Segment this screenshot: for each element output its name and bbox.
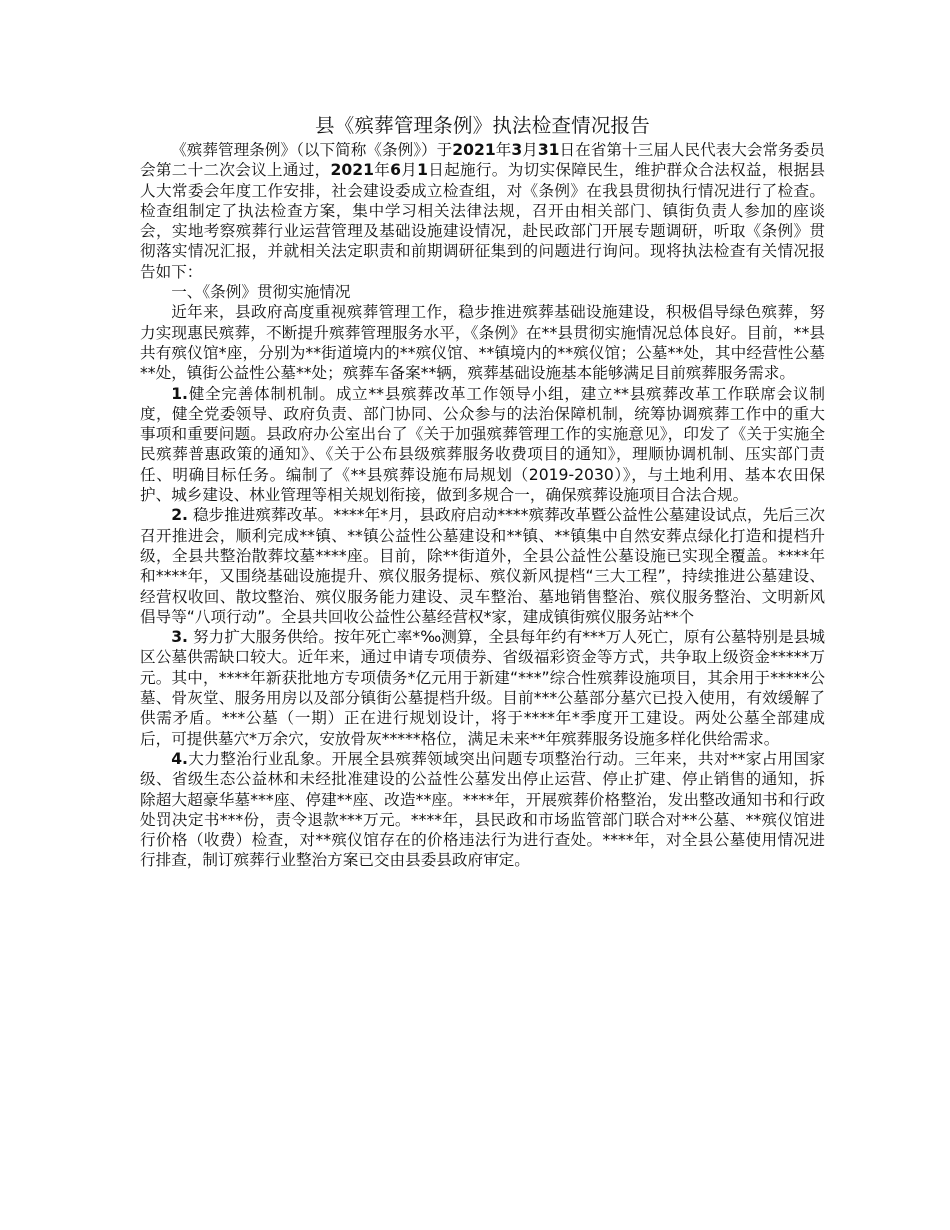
- item-1-paragraph: 1.健全完善体制机制。成立**县殡葬改革工作领导小组，建立**县殡葬改革工作联席会议制度，健全党委领导、政府负责、部门协同、公众参与的法治保障机制，统筹协调殡葬工作中的重大事项和重要问题。县政府办公室出台了《关于加强殡葬管理工作的实施意见》，印发了《关于实施全民殡葬普惠政策的通知》、《关于公布县级殡葬服务收费项目的通知》，理顺协调机制、压实部门责任、明确目标任务。编制了《**县殡葬设施布局规划（2019-2030）》，与土地利用、基本农田保护、城乡建设、林业管理等相关规划衔接，做到多规合一，确保殡葬设施项目合法合规。: [140, 384, 825, 505]
- section-1-heading: 一、《条例》贯彻实施情况: [171, 283, 351, 302]
- item-1-number: 1.: [171, 384, 188, 403]
- item-2-number: 2.: [171, 506, 188, 525]
- item-3-number: 3.: [171, 628, 188, 647]
- item-4-number: 4.: [171, 749, 188, 768]
- item-3-paragraph: 3. 努力扩大服务供给。按年死亡率*‰测算，全县每年约有***万人死亡，原有公墓特别是县城区公墓供需缺口较大。近年来，通过申请专项债券、省级福彩资金等方式，共争取上级资金*****万元。其中，****年新获批地方专项债务*亿元用于新建“***”综合性殡葬设施项目，其余用于*****公墓、骨灰堂、服务用房以及部分镇街公墓提档升级。目前***公墓部分墓穴已投入使用，有效缓解了供需矛盾。***公墓（一期）正在进行规划设计，将于****年*季度开工建设。两处公墓全部建成后，可提供墓穴*万余穴，安放骨灰*****格位，满足未来**年殡葬服务设施多样化供给需求。: [140, 628, 825, 748]
- intro-paragraph: 《殡葬管理条例》（以下简称《条例》）于2021年3月31日在省第十三届人民代表大会常务委员会第二十二次会议上通过，2021年6月1日起施行。为切实保障民生，维护群众合法权益，根据县人大常委会年度工作安排，社会建设委成立检查组，对《条例》在我县贯彻执行情况进行了检查。检查组制定了执法检查方案，集中学习相关法律法规，召开由相关部门、镇街负责人参加的座谈会，实地考察殡葬行业运营管理及基础设施建设情况，赴民政部门开展专题调研，听取《条例》贯彻落实情况汇报，并就相关法定职责和前期调研征集到的问题进行询问。现将执法检查有关情况报告如下：: [140, 141, 825, 281]
- item-4-paragraph: 4.大力整治行业乱象。开展全县殡葬领域突出问题专项整治行动。三年来，共对**家占用国家级、省级生态公益林和未经批准建设的公益性公墓发出停止运营、停止扩建、停止销售的通知，拆除超大超豪华墓***座、停建**座、改造**座。****年，开展殡葬价格整治，发出整改通知书和行政处罚决定书***份，责令退款***万元。****年，县民政和市场监管部门联合对**公墓、**殡仪馆进行价格（收费）检查，对**殡仪馆存在的价格违法行为进行查处。****年，对全县公墓使用情况进行排查，制订殡葬行业整治方案已交由县委县政府审定。: [140, 749, 825, 870]
- document-page: [140, 112, 825, 871]
- document-title: 县《殡葬管理条例》执法检查情况报告: [315, 114, 650, 137]
- item-2-paragraph: 2. 稳步推进殡葬改革。****年*月，县政府启动****殡葬改革暨公益性公墓建设试点，先后三次召开推进会，顺利完成**镇、**镇公益性公墓建设和**镇、**镇集中自然安葬点绿化打造和提档升级，全县共整治散葬坟墓****座。目前，除**街道外，全县公益性公墓设施已实现全覆盖。****年和****年，又围绕基础设施提升、殡仪服务提标、殡仪新风提档“三大工程”，持续推进公墓建设、经营权收回、散坟整治、殡仪服务能力建设、灵车整治、墓地销售整治、殡仪服务整治、文明新风倡导等“八项行动”。全县共回收公益性公墓经营权*家，建成镇街殡仪服务站**个: [140, 506, 825, 626]
- section-1-paragraph: 近年来，县政府高度重视殡葬管理工作，稳步推进殡葬基础设施建设，积极倡导绿色殡葬，努力实现惠民殡葬，不断提升殡葬管理服务水平，《条例》在**县贯彻实施情况总体良好。目前，**县共有殡仪馆*座，分别为**街道境内的**殡仪馆、**镇境内的**殡仪馆；公墓**处，其中经营性公墓**处，镇街公益性公墓**处；殡葬车备案**辆，殡葬基础设施基本能够满足目前殡葬服务需求。: [140, 303, 825, 383]
